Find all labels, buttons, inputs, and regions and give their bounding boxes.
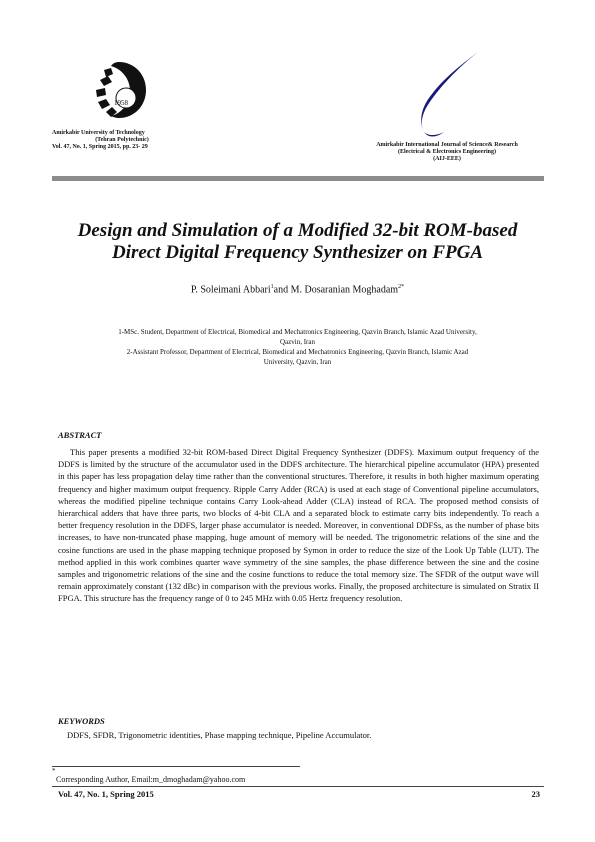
journal-name: Amirkabir International Journal of Science& Research <box>376 142 518 148</box>
title-line-1: Design and Simulation of a Modified 32-bit ROM-based <box>77 220 518 241</box>
logo-year: 1958 <box>114 99 128 107</box>
affiliations <box>60 327 535 367</box>
keywords-heading: KEYWORDS <box>58 716 105 726</box>
header-left <box>52 130 192 151</box>
journal-logo <box>408 48 484 140</box>
author-2: and M. Dosaranian Moghadam <box>273 284 399 296</box>
title-line-2: Direct Digital Frequency Synthesizer on FPGA <box>111 242 484 263</box>
affiliation-1: 1-MSc. Student, Department of Electrical, Biomedical and Mechatronics Engineering, Qazvin Branch, Islamic Azad University, <box>118 328 477 336</box>
author-1-sup: 1 <box>270 284 274 290</box>
page-number: 23 <box>531 789 540 799</box>
abstract-heading: ABSTRACT <box>58 430 102 440</box>
footer-divider <box>52 786 544 787</box>
author-1: P. Soleimani Abbari <box>190 284 271 296</box>
footer-issue: Vol. 47, No. 1, Spring 2015 <box>58 789 154 799</box>
university-logo <box>86 58 152 126</box>
author-2-sup: 2* <box>398 284 405 290</box>
keywords-text: DDFS, SFDR, Trigonometric identities, Phase mapping technique, Pipeline Accumulator. <box>67 730 372 740</box>
paper-title <box>40 220 555 264</box>
journal-abbrev: (AIJ-EEE) <box>433 156 461 162</box>
corresponding-author-footnote: Corresponding Author, Email:m_dmoghadam@yahoo.com <box>56 775 246 784</box>
affiliation-2-city: University, Qazvin, Iran <box>263 358 332 366</box>
header-right <box>352 142 542 163</box>
university-subtitle: (Tehran Polytechnic) <box>95 137 149 143</box>
university-name: Amirkabir University of Technology <box>52 130 145 136</box>
authors <box>60 284 535 295</box>
footnote-divider <box>52 766 300 767</box>
volume-info: Vol. 47, No. 1, Spring 2015, pp. 23- 29 <box>52 144 148 150</box>
abstract-text: This paper presents a modified 32-bit ROM-based Direct Digital Frequency Synthesizer (DDFS). Maximum output frequency of the DDFS is limited by the structure of the accumulator used in the DDFS architecture. The hierarchical pipeline accumulator (HPA) presented in this paper has less propagation delay time rather than the conventional structures. Therefore, it results in both higher maximum operating frequency and higher maximum output frequency. Ripple Carry Adder (RCA) is used at each stage of Conventional pipeline accumulators, whereas the modified pipeline technique contains Carry Look-ahead Adder (CLA) instead of RCA. The proposed method consists of hierarchical adders that have three parts, two blocks of 4-bit CLA and a separated block to estimate carry bits independently. To reach a better frequency resolution in the DDFS, larger phase accumulator is needed. Moreover, in conventional DDFSs, as the number of phase bits increases, to have non-truncated phase mapping, huge amount of memory will be needed. The trigonometric relations of the sine and the cosine functions are used in the phase mapping technique proposed by Symon in order to reduce the size of the Look Up Table (LUT). The method applied in this work combines quarter wave symmetry of the sine samples, the phase difference between the sine and the cosine samples and trigonometric relations of the sine and the cosine functions to reduce the total memory size. The SFDR of the output wave will remain approximately constant (132 dBc) in comparison with the previous works. Finally, the proposed architecture is simulated on Stratix II FPGA. This structure has the frequency range of 0 to 245 MHz with 0.05 Hertz frequency resolution. <box>58 447 539 604</box>
header-divider <box>52 176 544 181</box>
affiliation-2: 2-Assistant Professor, Department of Electrical, Biomedical and Mechatronics Engineering, Qazvin Branch, Islamic Azad <box>126 348 469 356</box>
journal-section: (Electrical & Electronics Engineering) <box>397 149 497 155</box>
affiliation-1-city: Qazvin, Iran <box>280 338 315 346</box>
footnote-marker: * <box>52 767 56 775</box>
